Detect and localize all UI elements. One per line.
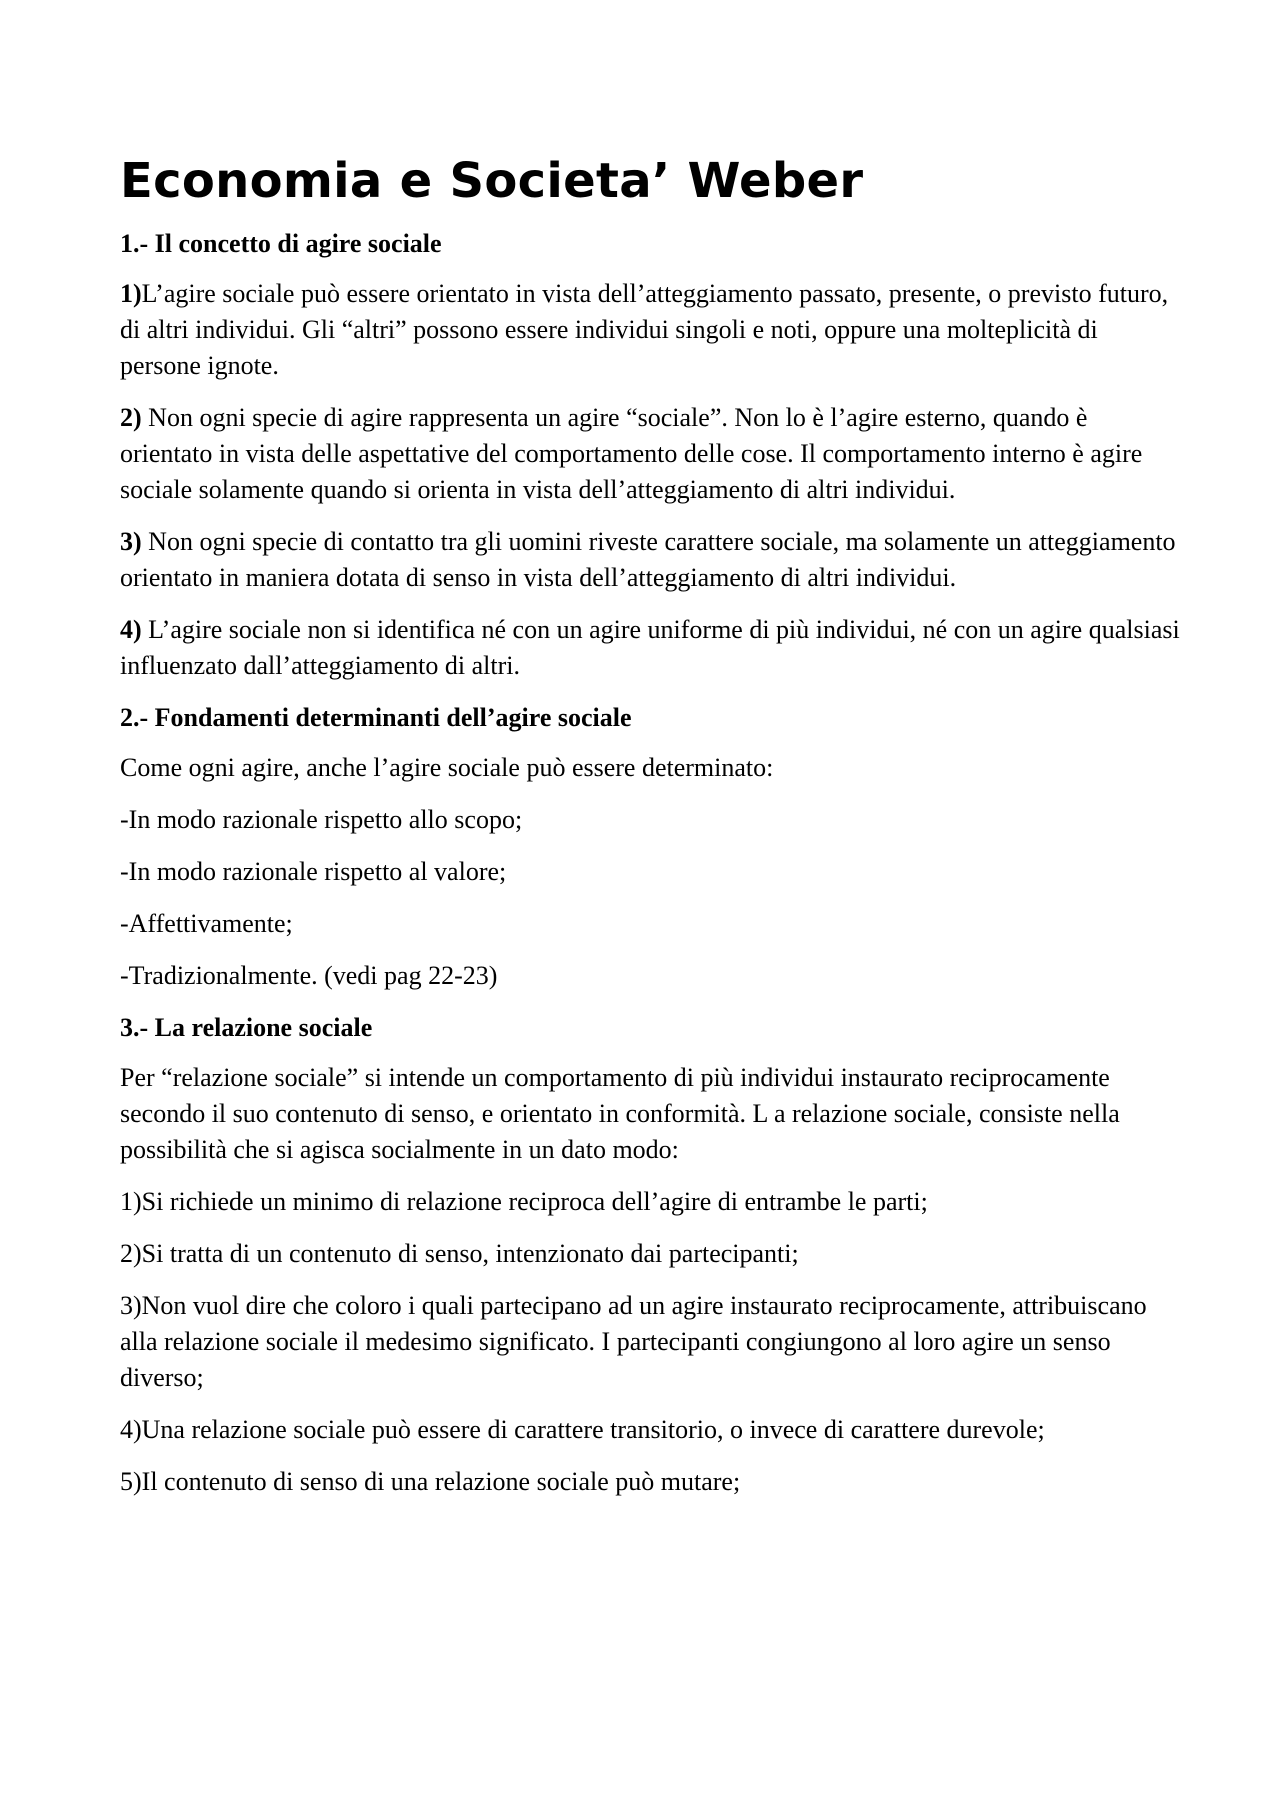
item-number: 1) (120, 279, 142, 308)
section-2-item-4: -Tradizionalmente. (vedi pag 22-23) (120, 961, 498, 990)
section-2-intro: Come ogni agire, anche l’agire sociale può essere determinato: (120, 753, 774, 782)
section-1-item-2 (120, 400, 1180, 508)
item-text: Non ogni specie di agire rappresenta un agire “sociale”. Non lo è l’agire esterno, quando è orientato in vista delle aspettative del comportamento delle cose. Il comportamento interno è agire sociale solamente quando si orienta in vista dell’atteggiamento di altri individui. (120, 403, 1143, 504)
section-1-item-4 (120, 612, 1180, 684)
item-number: 3) (120, 527, 142, 556)
section-1-item-3 (120, 524, 1180, 596)
section-2-item-2: -In modo razionale rispetto al valore; (120, 857, 507, 886)
section-3-item-4: 4)Una relazione sociale può essere di carattere transitorio, o invece di carattere durevole; (120, 1415, 1045, 1444)
item-number: 2) (120, 403, 142, 432)
section-1-heading: 1.- Il concetto di agire sociale (120, 229, 442, 258)
section-3-item-1: 1)Si richiede un minimo di relazione reciproca dell’agire di entrambe le parti; (120, 1187, 928, 1216)
section-1-item-1 (120, 276, 1180, 384)
section-1 (120, 226, 1180, 684)
section-3-item-2: 2)Si tratta di un contenuto di senso, intenzionato dai partecipanti; (120, 1239, 799, 1268)
section-3-item-5: 5)Il contenuto di senso di una relazione sociale può mutare; (120, 1467, 741, 1496)
item-text: L’agire sociale può essere orientato in vista dell’atteggiamento passato, presente, o previsto futuro, di altri individui. Gli “altri” possono essere individui singoli e noti, oppure una molteplicità di persone ignote. (120, 279, 1169, 380)
document-title: Economia e Societa’ Weber (120, 153, 864, 209)
section-3-item-3: 3)Non vuol dire che coloro i quali partecipano ad un agire instaurato reciprocamente, attribuiscano alla relazione sociale il medesimo significato. I partecipanti congiungono al loro agire un senso diverso; (120, 1291, 1147, 1392)
item-text: Non ogni specie di contatto tra gli uomini riveste carattere sociale, ma solamente un atteggiamento orientato in maniera dotata di senso in vista dell’atteggiamento di altri individui. (120, 527, 1176, 592)
section-2-item-3: -Affettivamente; (120, 909, 293, 938)
item-number: 4) (120, 615, 142, 644)
section-3-heading: 3.- La relazione sociale (120, 1013, 373, 1042)
section-2-heading: 2.- Fondamenti determinanti dell’agire sociale (120, 703, 632, 732)
section-3 (120, 1010, 1180, 1500)
section-3-intro: Per “relazione sociale” si intende un comportamento di più individui instaurato reciprocamente secondo il suo contenuto di senso, e orientato in conformità. L a relazione sociale, consiste nella possibilità che si agisca socialmente in un dato modo: (120, 1063, 1120, 1164)
document-page (120, 150, 1180, 1516)
section-2-item-1: -In modo razionale rispetto allo scopo; (120, 805, 523, 834)
item-text: L’agire sociale non si identifica né con un agire uniforme di più individui, né con un agire qualsiasi influenzato dall’atteggiamento di altri. (120, 615, 1180, 680)
section-2 (120, 700, 1180, 994)
